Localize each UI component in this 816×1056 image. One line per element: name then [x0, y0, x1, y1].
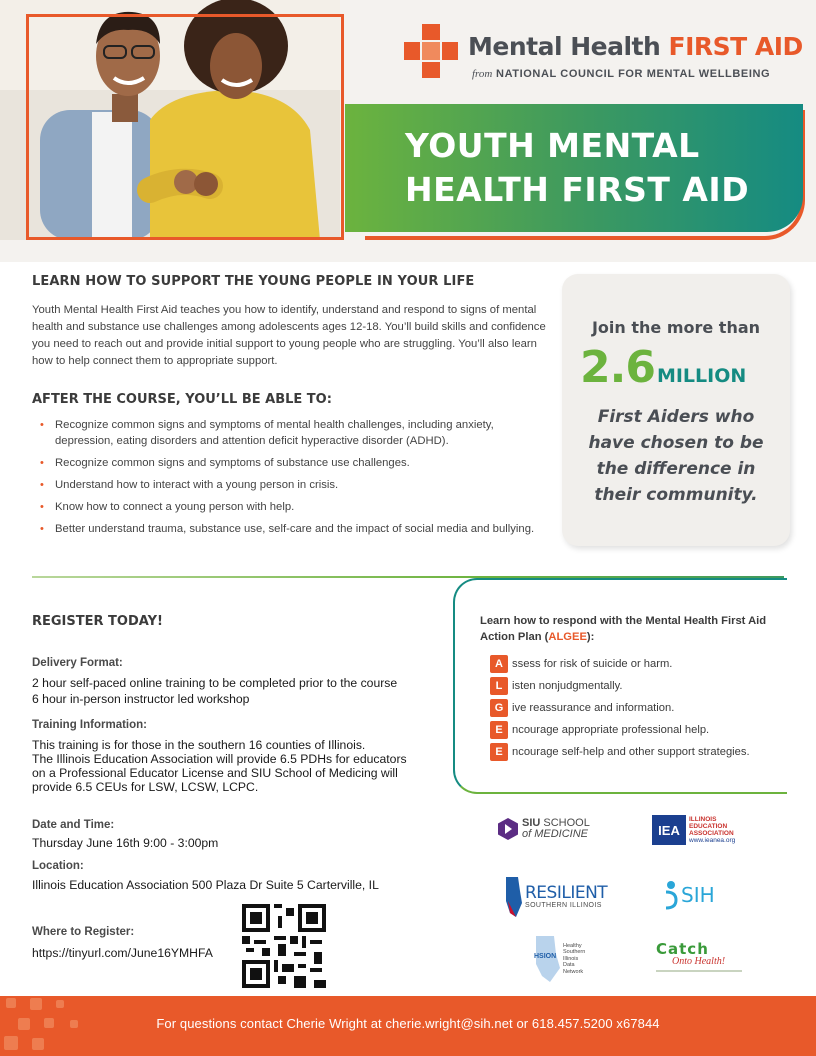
footer-contact: For questions contact Cherie Wright at cherie.wright@sih.net or 618.457.5200 x67844	[156, 1016, 660, 1031]
location-label: Location:	[32, 860, 84, 872]
algee-step: A ssess for risk of suicide or harm.	[490, 655, 672, 673]
outcomes-heading: AFTER THE COURSE, YOU’LL BE ABLE TO:	[32, 392, 332, 407]
algee-step: L isten nonjudgmentally.	[490, 677, 623, 695]
algee-step: E ncourage self-help and other support strategies.	[490, 743, 750, 761]
hsion-logo: HSION Healthy Southern Illinois Data Network	[532, 936, 585, 982]
algee-step: G ive reassurance and information.	[490, 699, 674, 717]
footer-bar	[0, 996, 816, 1056]
outcome-item: • Know how to connect a young person with help.	[40, 500, 545, 516]
training-label: Training Information:	[32, 719, 147, 731]
siu-hexagon-icon	[498, 818, 518, 840]
training-line: on a Professional Educator License and SIU School of Medicing will	[32, 766, 398, 780]
page-title: YOUTH MENTAL HEALTH FIRST AID	[405, 126, 750, 209]
training-line: This training is for those in the southern 16 counties of Illinois.	[32, 738, 366, 752]
brand-org: from NATIONAL COUNCIL FOR MENTAL WELLBEING	[472, 68, 771, 80]
catch-onto-health-logo: Catch Onto Health!	[656, 940, 742, 972]
date-value: Thursday June 16th 9:00 - 3:00pm	[32, 836, 219, 850]
stat-number: 2.6	[580, 342, 655, 393]
training-line: The Illinois Education Association will provide 6.5 PDHs for educators	[32, 752, 407, 766]
outcome-item: • Recognize common signs and symptoms of substance use challenges.	[40, 456, 545, 472]
register-heading: REGISTER TODAY!	[32, 614, 163, 629]
brand-name: Mental Health FIRST AID	[468, 32, 803, 61]
intro-heading: LEARN HOW TO SUPPORT THE YOUNG PEOPLE IN YOUR LIFE	[32, 274, 475, 289]
stat-lead: Join the more than	[591, 318, 761, 337]
where-label: Where to Register:	[32, 926, 135, 938]
mhfa-cross-logo-icon	[404, 24, 458, 78]
delivery-label: Delivery Format:	[32, 657, 123, 669]
illinois-map-icon	[504, 877, 522, 917]
photo-frame	[26, 14, 344, 240]
algee-title: Learn how to respond with the Mental Health First Aid Action Plan (ALGEE):	[480, 615, 767, 643]
stat-figure	[580, 342, 746, 393]
date-label: Date and Time:	[32, 819, 115, 831]
qr-code-icon[interactable]	[242, 904, 326, 988]
title-banner	[345, 104, 805, 240]
algee-step: E ncourage appropriate professional help.	[490, 721, 709, 739]
outcome-item: • Understand how to interact with a young person in crisis.	[40, 478, 545, 494]
header-banner	[0, 0, 816, 262]
location-value: Illinois Education Association 500 Plaza Dr Suite 5 Carterville, IL	[32, 878, 379, 892]
stat-unit: MILLION	[656, 365, 747, 387]
iea-logo: IEA ILLINOIS EDUCATION ASSOCIATION www.ieanea.org	[652, 815, 735, 845]
siu-medicine-logo: SIU SCHOOL of MEDICINE	[498, 818, 590, 840]
outcome-item: • Recognize common signs and symptoms of mental health challenges, including anxiety, depression, eating disorders and attention deficit hyperactive disorder (ADHD).	[40, 418, 545, 449]
resilient-logo: RESILIENT SOUTHERN ILLINOIS	[504, 877, 607, 917]
iea-mark: IEA	[652, 815, 686, 845]
outcome-item: • Better understand trauma, substance use, self-care and the impact of social media and bullying.	[40, 522, 545, 538]
stat-description: First Aiders who have chosen to be the difference in their community.	[588, 407, 764, 505]
delivery-line: 2 hour self-paced online training to be completed prior to the course	[32, 676, 398, 690]
sih-drop-icon	[664, 880, 678, 910]
register-link[interactable]: https://tinyurl.com/June16YMHFA	[32, 946, 213, 960]
training-line: provide 6.5 CEUs for LSW, LCSW, LCPC.	[32, 780, 259, 794]
outcomes-list	[40, 418, 545, 544]
sih-logo: SIH	[664, 880, 715, 910]
intro-body: Youth Mental Health First Aid teaches you how to identify, understand and respond to signs of mental health and substance use challenges among adolescents ages 12-18. You’ll build skills and confidence you need to reach out and provide initial support to young people who are struggling. You’ll also learn how to help connect them to appropriate support.	[32, 304, 546, 367]
stat-card	[562, 274, 790, 546]
delivery-line: 6 hour in-person instructor led workshop	[32, 692, 250, 706]
